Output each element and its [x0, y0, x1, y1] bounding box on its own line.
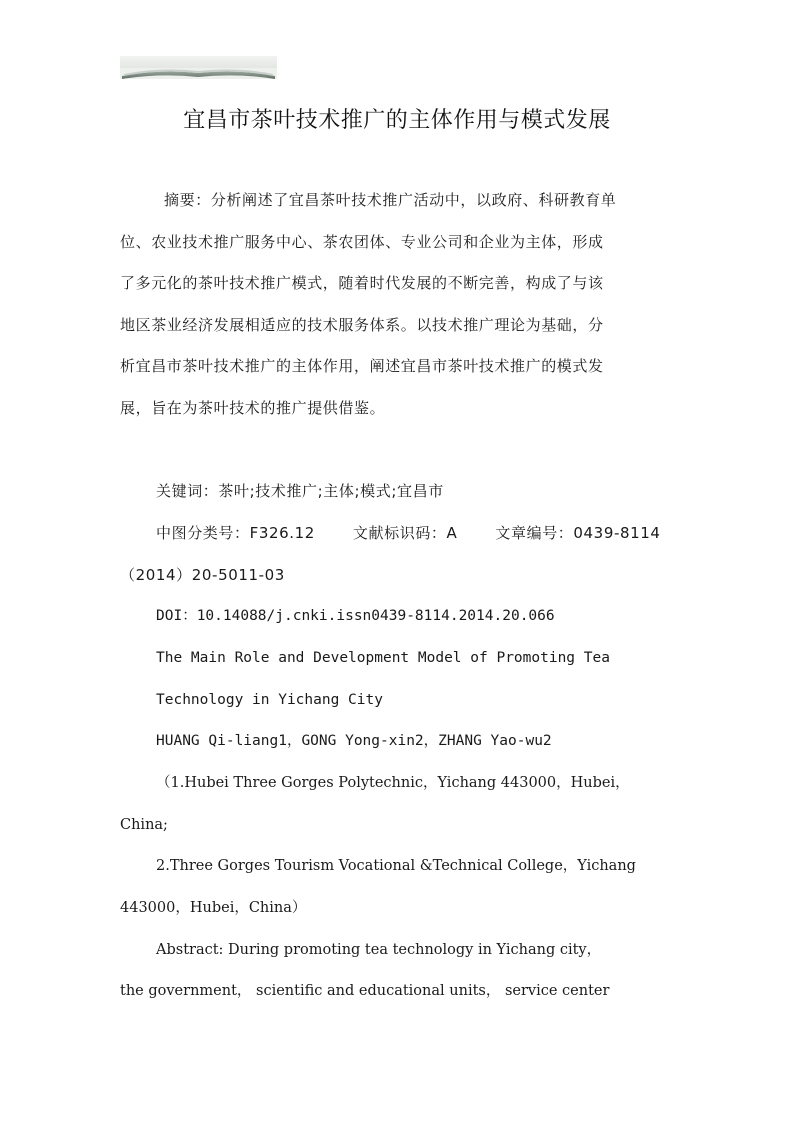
english-title-line-1: The Main Role and Development Model of Promoting Tea [156, 650, 610, 666]
authors: HUANG Qi-liang1，GONG Yong-xin2，ZHANG Yao-wu2 [156, 733, 552, 749]
abstract-cn-line-4: 地区茶业经济发展相适应的技术服务体系。以技术推广理论为基础，分 [120, 316, 604, 334]
page-title: 宜昌市茶叶技术推广的主体作用与模式发展 [183, 108, 611, 133]
document-code: 文献标识码：A [352, 524, 458, 542]
abstract-en-line-2: the government， scientific and educational units， service center [120, 983, 610, 999]
english-title-line-2: Technology in Yichang City [156, 692, 383, 708]
abstract-cn-line-6: 展，旨在为茶叶技术的推广提供借鉴。 [120, 399, 386, 417]
article-number: 文章编号：0439-8114 [495, 524, 661, 542]
article-number-continued: （2014）20-5011-03 [120, 566, 285, 584]
affiliation-line-3: 2.Three Gorges Tourism Vocational &Technical College，Yichang [156, 858, 636, 874]
affiliation-line-2: China; [120, 817, 168, 833]
classification-line [156, 523, 661, 543]
affiliation-line-4: 443000，Hubei，China） [120, 900, 307, 916]
keywords: 关键词：茶叶;技术推广;主体;模式;宜昌市 [156, 482, 444, 500]
clc-number: 中图分类号：F326.12 [156, 524, 315, 542]
abstract-cn-line-2: 位、农业技术推广服务中心、茶农团体、专业公司和企业为主体，形成 [120, 233, 604, 251]
book-header-image [120, 56, 277, 79]
abstract-cn-line-5: 析宜昌市茶叶技术推广的主体作用，阐述宜昌市茶叶技术推广的模式发 [120, 357, 604, 375]
affiliation-line-1: （1.Hubei Three Gorges Polytechnic，Yichang 443000，Hubei， [156, 775, 630, 791]
doi: DOI：10.14088/j.cnki.issn0439-8114.2014.20.066 [156, 608, 555, 624]
abstract-cn-line-1: 摘要：分析阐述了宜昌茶叶技术推广活动中，以政府、科研教育单 [164, 191, 617, 209]
abstract-cn-line-3: 了多元化的茶叶技术推广模式，随着时代发展的不断完善，构成了与该 [120, 274, 604, 292]
abstract-en-line-1: Abstract: During promoting tea technology in Yichang city， [156, 942, 602, 958]
